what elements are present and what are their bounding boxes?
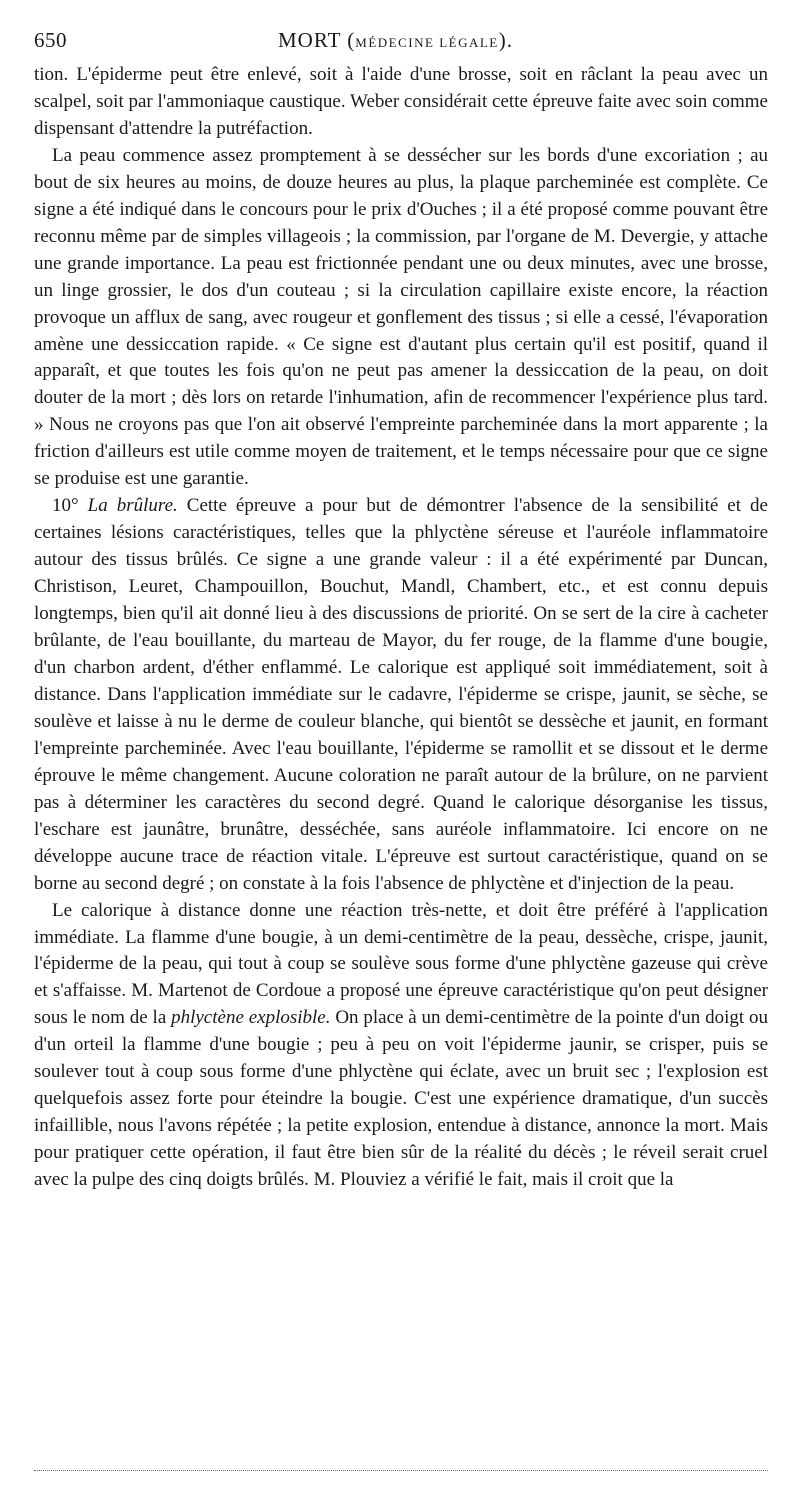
running-title-main: MORT (	[278, 28, 356, 52]
body-text	[34, 62, 768, 1194]
section-number: 10°	[52, 495, 88, 517]
paragraph-distance-text-a: Le calorique à distance donne une réaction très-nette, et doit être préféré à l'application immédiate. La flamme d'une bougie, à un demi-centimètre de la peau, dessèche, crispe, jaunit, l'épiderme de la peau, qui tout à coup se soulève sous forme d'une phlyctène gazeuse qui crève et s'affaisse. M. Martenot de Cordoue a proposé une épreuve caractéristique qu'on peut désigner sous le nom de la	[34, 899, 768, 1029]
page-number: 650	[34, 28, 67, 52]
running-title	[278, 28, 513, 53]
paragraph-parchment-sign: La peau commence assez promptement à se dessécher sur les bords d'une excoriation ; au bout de six heures au moins, de douze heures au plus, la plaque parcheminée est complète. Ce signe a été indiqué dans le concours pour le prix d'Ouches ; il a été proposé comme pouvant être reconnu même par de simples villageois ; la commission, par l'organe de M. Devergie, y attache une grande importance. La peau est frictionnée pendant une ou deux minutes, avec une brosse, un linge grossier, le dos d'un couteau ; si la circulation capillaire existe encore, la réaction provoque un afflux de sang, avec rougeur et gonflement des tissus ; si elle a cessé, l'évaporation amène une dessiccation rapide. « Ce signe est d'autant plus certain qu'il est positif, quand il apparaît, et que toutes les fois qu'on ne peut pas amener la dessiccation de la peau, on doit douter de la mort ; dès lors on retarde l'inhumation, afin de recommencer l'expérience plus tard. » Nous ne croyons pas que l'on ait observé l'empreinte parcheminée dans la mort apparente ; la friction d'ailleurs est utile comme moyen de traitement, et le temps nécessaire pour que ce signe se produise est une garantie.	[34, 144, 768, 490]
paragraph-burn-test	[34, 493, 768, 897]
book-page	[34, 28, 768, 1194]
running-title-subject: MÉDECINE LÉGALE	[355, 35, 499, 50]
paragraph-distance-heat	[34, 898, 768, 1194]
footer-dotted-rule	[34, 1470, 768, 1471]
italic-term: phlyctène explosible.	[171, 1007, 331, 1029]
paragraph-burn-text: Cette épreuve a pour but de démontrer l'absence de la sensibilité et de certaines lésions caractéristiques, telles que la phlyctène séreuse et l'auréole inflammatoire autour des tissus brûlés. Ce signe a une grande valeur : il a été expérimenté par Duncan, Christison, Leuret, Champouillon, Bouchut, Mandl, Chambert, etc., et est connu depuis longtemps, bien qu'il ait donné lieu à des discussions de priorité. On se sert de la cire à cacheter brûlante, de l'eau bouillante, du marteau de Mayor, du fer rouge, de la flamme d'une bougie, d'un charbon ardent, d'éther enflammé. Le calorique est appliqué soit immédiatement, soit à distance. Dans l'application immédiate sur le cadavre, l'épiderme se crispe, jaunit, se sèche, se soulève et laisse à nu le derme de couleur blanche, qui bientôt se dessèche et jaunit, en formant l'empreinte parcheminée. Avec l'eau bouillante, l'épiderme se ramollit et se dissout et le derme éprouve le même changement. Aucune coloration ne paraît autour de la brûlure, on ne parvient pas à déterminer les caractères du second degré. Quand le calorique désorganise les tissus, l'eschare est jaunâtre, brunâtre, desséchée, sans auréole inflammatoire. Ici encore on ne développe aucune trace de réaction vitale. L'épreuve est surtout caractéristique, quand on se borne au second degré ; on constate à la fois l'absence de phlyctène et d'injection de la peau.	[34, 495, 768, 894]
running-header	[34, 28, 768, 62]
paragraph-continuation: tion. L'épiderme peut être enlevé, soit à l'aide d'une brosse, soit en râclant la peau avec un scalpel, soit par l'ammoniaque caustique. Weber considérait cette épreuve faite avec soin comme dispensant d'attendre la putréfaction.	[34, 64, 768, 139]
running-title-close: ).	[498, 28, 513, 52]
paragraph-distance-text-b: On place à un demi-centimètre de la pointe d'un doigt ou d'un orteil la flamme d'une bougie ; peu à peu on voit l'épiderme jaunir, se crisper, puis se soulever tout à coup sous forme d'une phlyctène qui éclate, avec un bruit sec ; l'explosion est quelquefois assez forte pour éteindre la bougie. C'est une expérience dramatique, d'un succès infaillible, nous l'avons répétée ; la petite explosion, entendue à distance, annonce la mort. Mais pour pratiquer cette opération, il faut être bien sûr de la réalité du décès ; le réveil serait cruel avec la pulpe des cinq doigts brûlés. M. Plouviez a vérifié le fait, mais il croit que la	[34, 1007, 768, 1191]
section-heading: La brûlure.	[87, 495, 178, 517]
